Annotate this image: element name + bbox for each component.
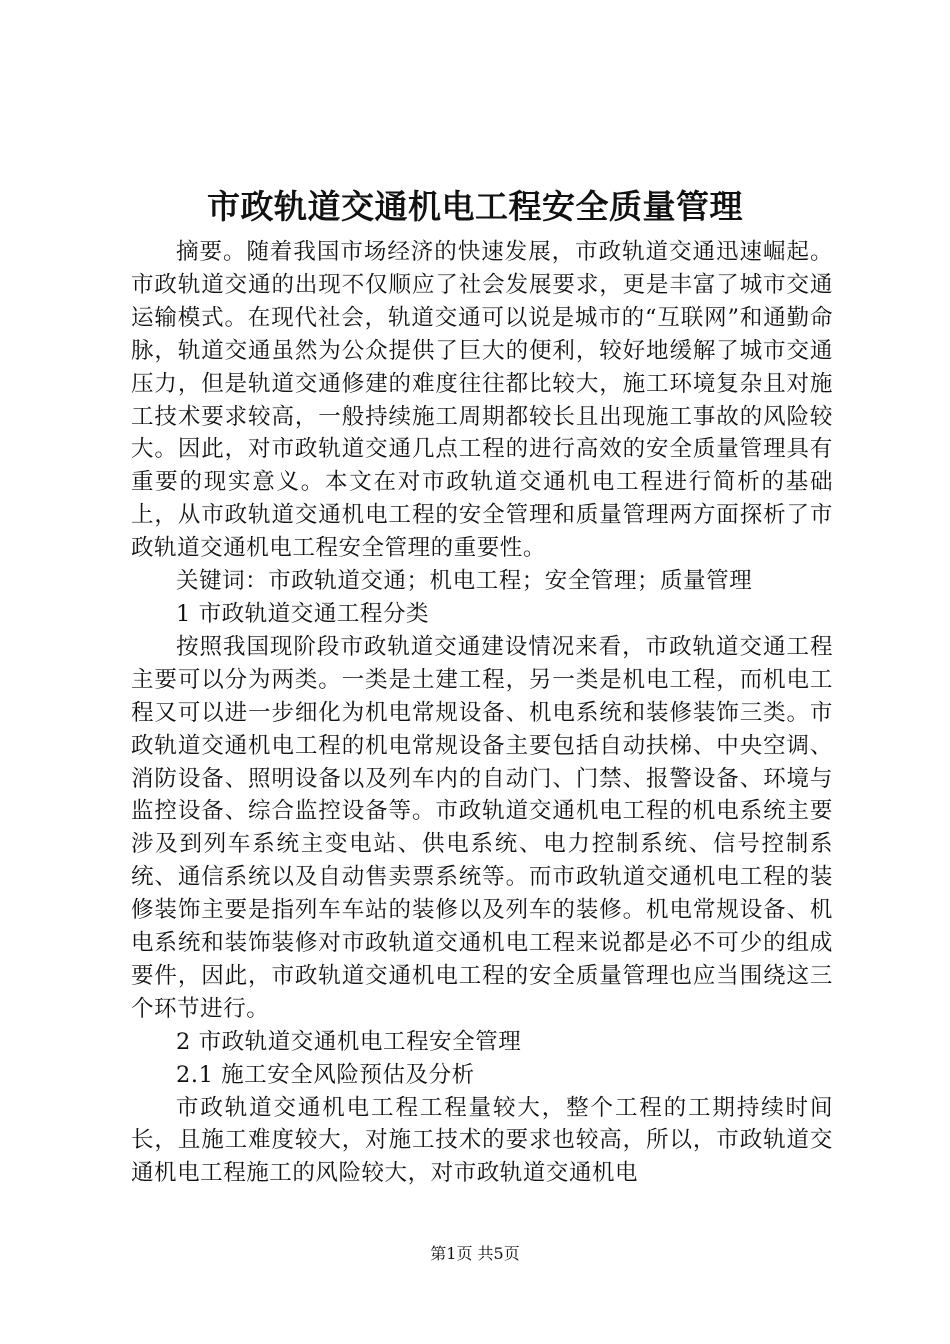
section-1-paragraph: 按照我国现阶段市政轨道交通建设情况来看，市政轨道交通工程主要可以分为两类。一类是土建工程，另一类是机电工程，而机电工程又可以进一步细化为机电常规设备、机电系统和装修装饰三类。市政轨道交通机电工程的机电常规设备主要包括自动扶梯、中央空调、消防设备、照明设备以及列车内的自动门、门禁、报警设备、环境与监控设备、综合监控设备等。市政轨道交通机电工程的机电系统主要涉及到列车系统主变电站、供电系统、电力控制系统、信号控制系统、通信系统以及自动售卖票系统等。而市政轨道交通机电工程的装修装饰主要是指列车车站的装修以及列车的装修。机电常规设备、机电系统和装饰装修对市政轨道交通机电工程来说都是必不可少的组成要件，因此，市政轨道交通机电工程的安全质量管理也应当围绕这三个环节进行。 (131, 633, 833, 1022)
subsection-heading-2-1: 2.1 施工安全风险预估及分析 (176, 1061, 475, 1088)
document-title: 市政轨道交通机电工程安全质量管理 (207, 187, 743, 226)
section-heading-2: 2 市政轨道交通机电工程安全管理 (176, 1028, 522, 1055)
document-body (131, 236, 833, 1190)
section-heading-1: 1 市政轨道交通工程分类 (176, 600, 430, 627)
page-footer: 第1页 共5页 (430, 1244, 520, 1263)
abstract-paragraph: 摘要。随着我国市场经济的快速发展，市政轨道交通迅速崛起。市政轨道交通的出现不仅顺应了社会发展要求，更是丰富了城市交通运输模式。在现代社会，轨道交通可以说是城市的“互联网”和通勤命脉，轨道交通虽然为公众提供了巨大的便利，较好地缓解了城市交通压力，但是轨道交通修建的难度往往都比较大，施工环境复杂且对施工技术要求较高，一般持续施工周期都较长且出现施工事故的风险较大。因此，对市政轨道交通几点工程的进行高效的安全质量管理具有重要的现实意义。本文在对市政轨道交通机电工程进行简析的基础上，从市政轨道交通机电工程的安全管理和质量管理两方面探析了市政轨道交通机电工程安全管理的重要性。 (131, 239, 833, 562)
keywords-line: 关键词：市政轨道交通；机电工程；安全管理；质量管理 (176, 568, 753, 595)
subsection-2-1-paragraph: 市政轨道交通机电工程工程量较大，整个工程的工期持续时间长，且施工难度较大，对施工技术的要求也较高，所以，市政轨道交通机电工程施工的风险较大，对市政轨道交通机电 (131, 1094, 833, 1187)
